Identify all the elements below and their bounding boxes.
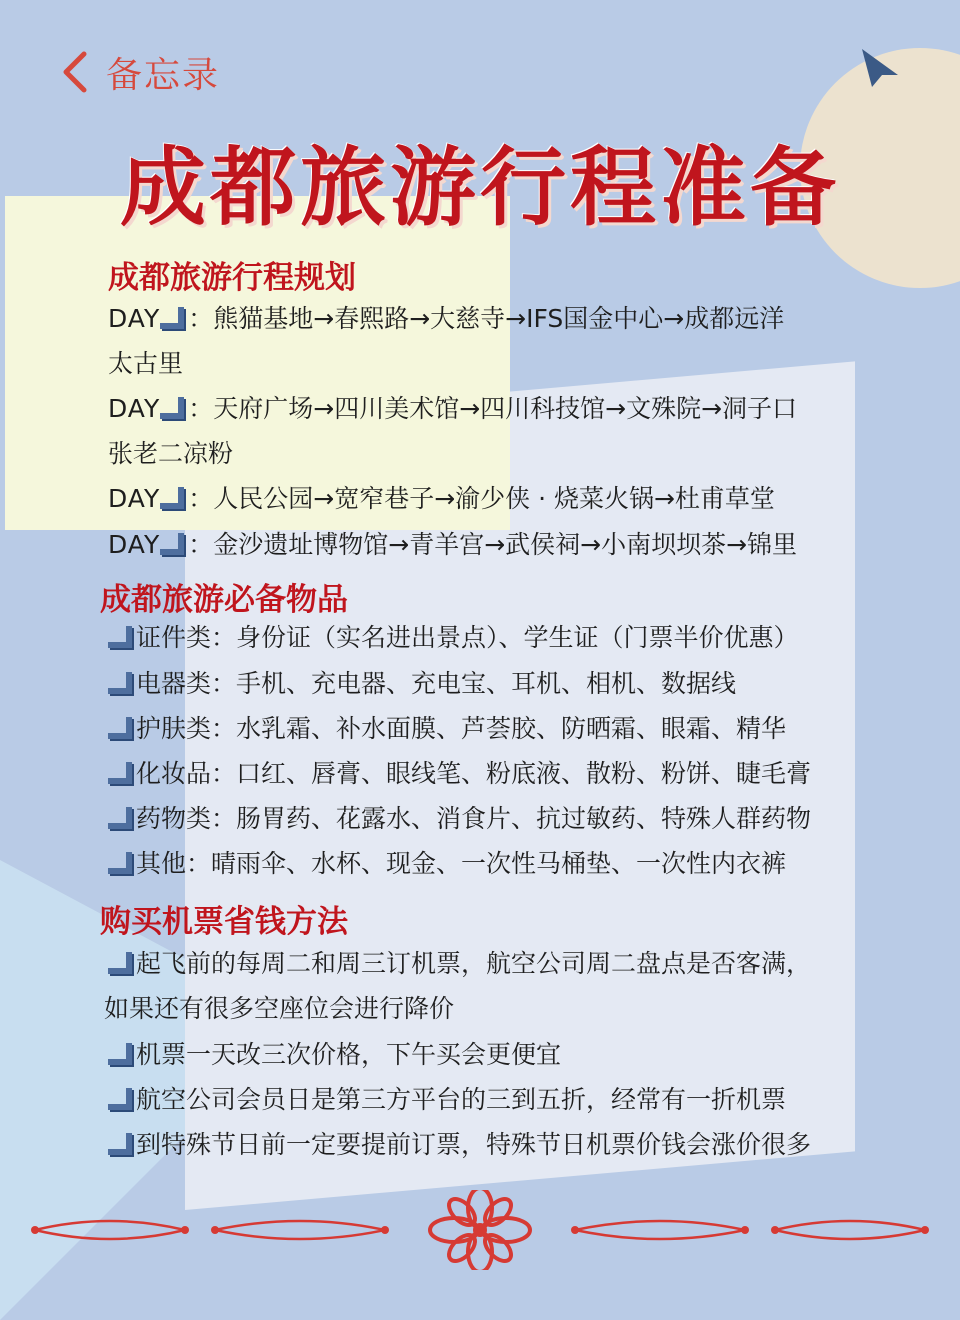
list-item [108,758,811,790]
list-item [108,622,799,654]
highlight-panel [5,196,510,530]
checkbox-check-icon [108,1133,132,1155]
list-item [108,848,786,880]
list-item [108,948,811,980]
checkbox-check-icon [108,1043,132,1065]
checkbox-check-icon [160,487,184,509]
day-route: ：金沙遗址博物馆→青羊宫→武侯祠→小南坝坝茶→锦里 [188,530,798,559]
list-item-text: 证件类：身份证（实名进出景点）、学生证（门票半价优惠） [136,623,799,652]
checkbox-check-icon [108,626,132,648]
itinerary-day-3 [108,483,775,515]
day-label: DAY [108,484,161,513]
list-item [108,713,786,745]
checkbox-check-icon [108,807,132,829]
list-item [108,1084,786,1116]
list-item-text: 电器类：手机、充电器、充电宝、耳机、相机、数据线 [136,669,737,698]
list-item [108,803,811,835]
section-title-items: 成都旅游必备物品 [100,582,348,618]
chevron-left-icon [58,50,92,94]
list-item-text: 其他：晴雨伞、水杯、现金、一次性马桶垫、一次性内衣裤 [136,849,787,878]
checkbox-check-icon [108,1088,132,1110]
checkbox-check-icon [108,717,132,739]
section-title-tickets: 购买机票省钱方法 [100,904,348,940]
list-item-text: 护肤类：水乳霜、补水面膜、芦荟胶、防晒霜、眼霜、精华 [136,714,787,743]
checkbox-check-icon [108,762,132,784]
list-item-text: 药物类：肠胃药、花露水、消食片、抗过敏药、特殊人群药物 [136,804,812,833]
cursor-arrow-icon [858,45,900,89]
checkbox-check-icon [160,307,184,329]
back-button[interactable] [58,48,220,96]
checkbox-check-icon [108,852,132,874]
back-label: 备忘录 [106,54,221,96]
list-item-text: 航空公司会员日是第三方平台的三到五折，经常有一折机票 [136,1085,787,1114]
checkbox-check-icon [160,397,184,419]
itinerary-day-4 [108,529,797,561]
itinerary-day-2 [108,393,797,425]
checkbox-check-icon [160,533,184,555]
day-route: ：熊猫基地→春熙路→大慈寺→IFS国金中心→成都远洋 [188,304,785,333]
day-route: ：人民公园→宽窄巷子→渝少侠 · 烧菜火锅→杜甫草堂 [188,484,775,513]
section-title-itinerary: 成都旅游行程规划 [108,260,356,296]
day-route: ：天府广场→四川美术馆→四川科技馆→文殊院→洞子口 [188,394,798,423]
day-label: DAY [108,304,161,333]
list-item-text: 机票一天改三次价格，下午买会更便宜 [136,1040,562,1069]
list-item-text: 化妆品：口红、唇膏、眼线笔、粉底液、散粉、粉饼、睫毛膏 [136,759,812,788]
itinerary-day-1 [108,303,784,335]
day-label: DAY [108,394,161,423]
checkbox-check-icon [108,672,132,694]
page-title: 成都旅游行程准备 [120,137,840,238]
day-label: DAY [108,530,161,559]
itinerary-day-2-cont: 张老二凉粉 [108,439,234,468]
list-item [108,1129,811,1161]
list-item-cont: 如果还有很多空座位会进行降价 [104,994,455,1023]
decorative-knot-icon [0,1190,960,1270]
checkbox-check-icon [108,952,132,974]
list-item [108,668,736,700]
itinerary-day-1-cont: 太古里 [108,349,184,378]
list-item-text: 起飞前的每周二和周三订机票，航空公司周二盘点是否客满， [136,949,812,978]
list-item-text: 到特殊节日前一定要提前订票，特殊节日机票价钱会涨价很多 [136,1130,812,1159]
list-item [108,1039,561,1071]
